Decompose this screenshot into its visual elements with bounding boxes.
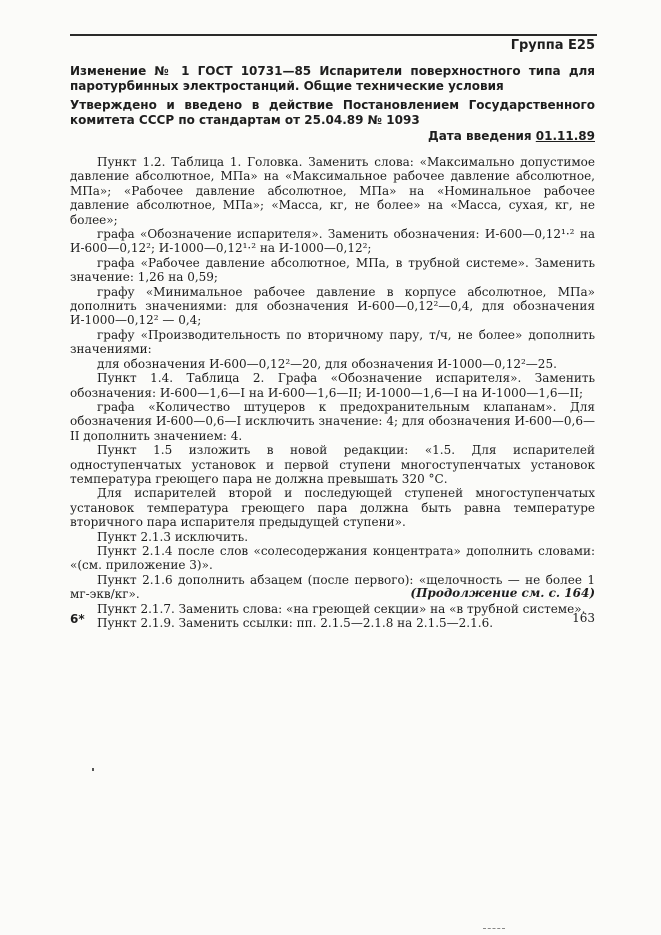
paragraph: Пункт 2.1.4 после слов «солесодержания концентрата» дополнить словами: «(см. приложение 3)». [70, 543, 595, 573]
paragraph: Пункт 2.1.3 исключить. [97, 529, 249, 544]
amendment-body [70, 155, 595, 630]
paragraph: Пункт 2.1.6 дополнить абзацем (после первого): «щелочность — не более 1 мг-экв/кг». [70, 572, 595, 602]
paragraph: Пункт 1.2. Таблица 1. Головка. Заменить слова: «Максимально допустимое давление абсолютное, МПа» на «Максимальное рабочее давление абсолютное, МПа»; «Рабочее давление абсолютное, МПа» на «Номинальное рабочее давление абсолютное, МПа»; «Масса, кг, не более» на «Масса, сухая, кг, не более»; [70, 155, 595, 227]
introduction-date [428, 129, 595, 143]
paragraph: Пункт 1.5 изложить в новой редакции: «1.5. Для испарителей одноступенчатых установок и первой ступени многоступенчатых установок температура греющего пара не должна превышать 320 °С. [70, 443, 595, 486]
amendment-title: Изменение № 1 ГОСТ 10731—85 Испарители поверхностного типа для паротурбинных электростанций. Общие технические условия [70, 64, 595, 93]
paragraph: Пункт 2.1.7. Заменить слова: «на греющей секции» на «в трубной системе». [97, 601, 586, 616]
continuation-note: (Продолжение см. с. 164) [410, 586, 595, 600]
paragraph: графа «Обозначение испарителя». Заменить обозначения: И-600—0,12¹·² на И-600—0,12²; И-1000—0,12¹·² на И-1000—0,12²; [70, 227, 595, 256]
top-rule [70, 34, 597, 36]
paragraph: Пункт 2.1.9. Заменить ссылки: пп. 2.1.5—2.1.8 на 2.1.5—2.1.6. [97, 616, 494, 630]
paragraph: Пункт 1.4. Таблица 2. Графа «Обозначение испарителя». Заменить обозначения: И-600—1,6—I на И-600—1,6—II; И-1000—1,6—I на И-1000—1,6—II; [70, 371, 595, 400]
introduction-date-label: Дата введения [428, 129, 532, 143]
group-code: Группа Е25 [510, 38, 595, 53]
paragraph: графа «Рабочее давление абсолютное, МПа, в трубной системе». Заменить значение: 1,26 на 0,59; [70, 255, 595, 285]
paragraph: графа «Количество штуцеров к предохранительным клапанам». Для обозначения И-600—0,6—I исключить значение: 4; для обозначения И-600—0,6—II дополнить значением: 4. [70, 399, 595, 443]
approval-statement: Утверждено и введено в действие Постановлением Государственного комитета СССР по стандартам от 25.04.89 № 1093 [70, 98, 595, 127]
introduction-date-value: 01.11.89 [535, 129, 595, 143]
paragraph: Для испарителей второй и последующей ступеней многоступенчатых установок температура греющего пара должна быть равна температуре вторичного пара испарителя предыдущей ступени». [70, 486, 595, 530]
scan-speck [92, 768, 94, 771]
paragraph: для обозначения И-600—0,12²—20, для обозначения И-1000—0,12²—25. [97, 356, 557, 371]
sheet-mark: 6* [70, 612, 85, 626]
paragraph: графу «Минимальное рабочее давление в корпусе абсолютное, МПа» дополнить значениями: для обозначения И-600—0,12²—0,4, для обозначения И-1000—0,12² — 0,4; [70, 284, 595, 328]
footer-mark [483, 928, 505, 929]
paragraph: графу «Производительность по вторичному пару, т/ч, не более» дополнить значениями: [70, 327, 595, 357]
page-number: 163 [572, 611, 595, 625]
